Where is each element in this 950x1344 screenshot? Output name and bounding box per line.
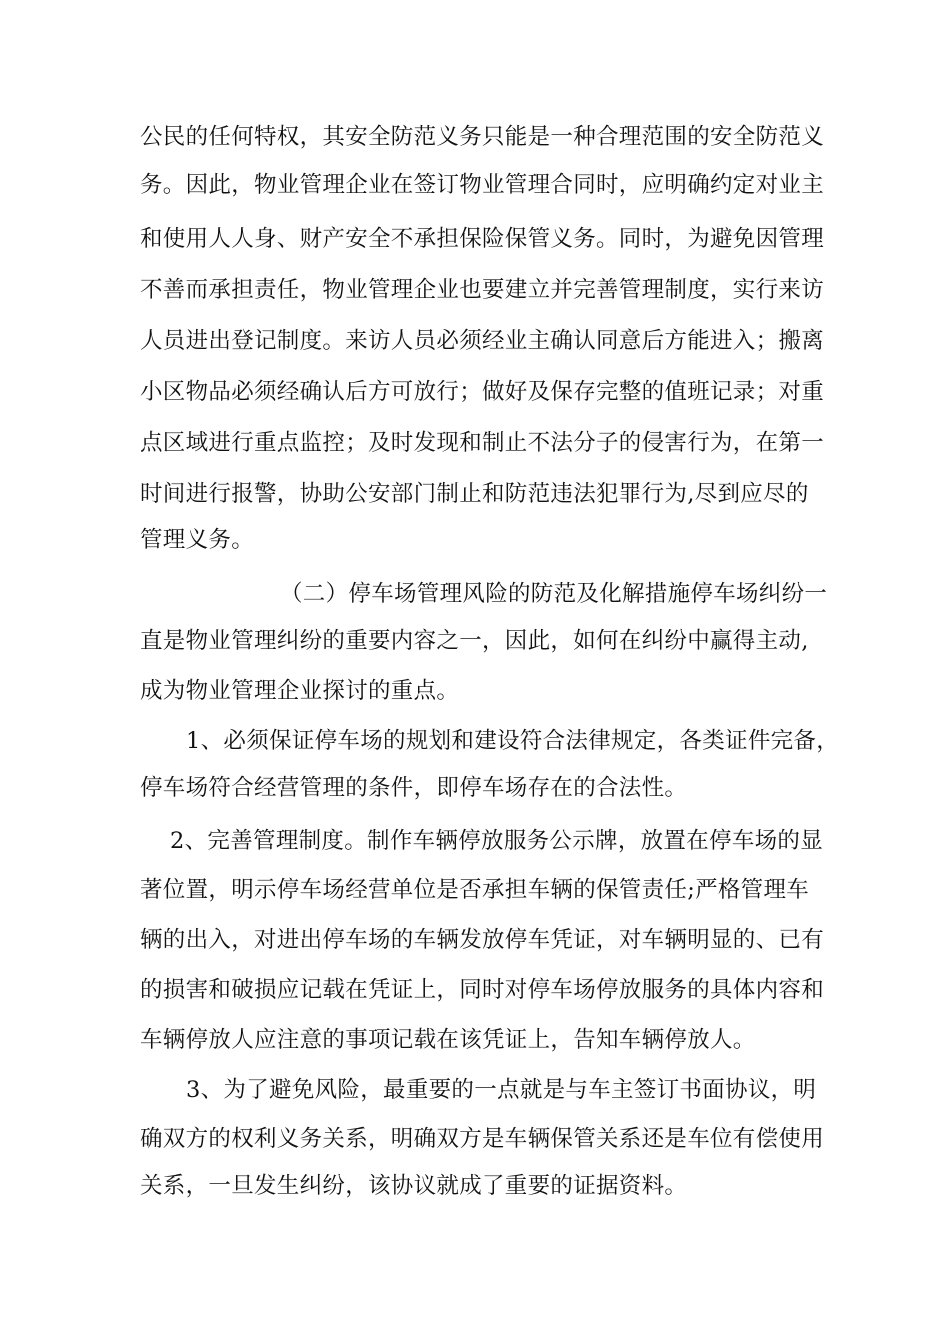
text-line: 直是物业管理纠纷的重要内容之一，因此，如何在纠纷中赢得主动, — [140, 628, 809, 654]
list-item-line: 2、完善管理制度。制作车辆停放服务公示牌，放置在停车场的显 — [170, 828, 824, 854]
text-line: 和使用人人身、财产安全不承担保险保管义务。同时，为避免因管理 — [140, 226, 825, 252]
list-item-line: 3、为了避免风险，最重要的一点就是与车主签订书面协议，明 — [186, 1077, 817, 1103]
text-line: 点区域进行重点监控；及时发现和制止不法分子的侵害行为，在第一 — [140, 430, 825, 456]
list-item-line: 1、必须保证停车场的规划和建设符合法律规定，各类证件完备， — [186, 728, 840, 754]
text-line: 停车场符合经营管理的条件，即停车场存在的合法性。 — [140, 775, 688, 801]
text-line: 人员进出登记制度。来访人员必须经业主确认同意后方能进入；搬离 — [140, 328, 825, 354]
text-line: 公民的任何特权，其安全防范义务只能是一种合理范围的安全防范义 — [140, 124, 825, 150]
text-line: 车辆停放人应注意的事项记载在该凭证上，告知车辆停放人。 — [140, 1027, 756, 1053]
text-line: 的损害和破损应记载在凭证上，同时对停车场停放服务的具体内容和 — [140, 977, 825, 1003]
text-line: 确双方的权利义务关系，明确双方是车辆保管关系还是车位有偿使用 — [140, 1126, 825, 1152]
text-line: 小区物品必须经确认后方可放行；做好及保存完整的值班记录；对重 — [140, 379, 825, 405]
text-line: 著位置，明示停车场经营单位是否承担车辆的保管责任;严格管理车 — [140, 877, 810, 903]
text-line: 务。因此，物业管理企业在签订物业管理合同时，应明确约定对业主 — [140, 172, 825, 198]
section-heading-line: （二）停车场管理风险的防范及化解措施停车场纠纷一 — [280, 581, 828, 607]
text-line: 辆的出入，对进出停车场的车辆发放停车凭证，对车辆明显的、已有 — [140, 927, 825, 953]
text-line: 不善而承担责任，物业管理企业也要建立并完善管理制度，实行来访 — [140, 277, 825, 303]
text-line: 时间进行报警，协助公安部门制止和防范违法犯罪行为,尽到应尽的 — [140, 481, 809, 507]
text-line: 成为物业管理企业探讨的重点。 — [140, 678, 460, 704]
text-line: 关系，一旦发生纠纷，该协议就成了重要的证据资料。 — [140, 1173, 688, 1199]
text-line: 管理义务。 — [140, 527, 255, 553]
